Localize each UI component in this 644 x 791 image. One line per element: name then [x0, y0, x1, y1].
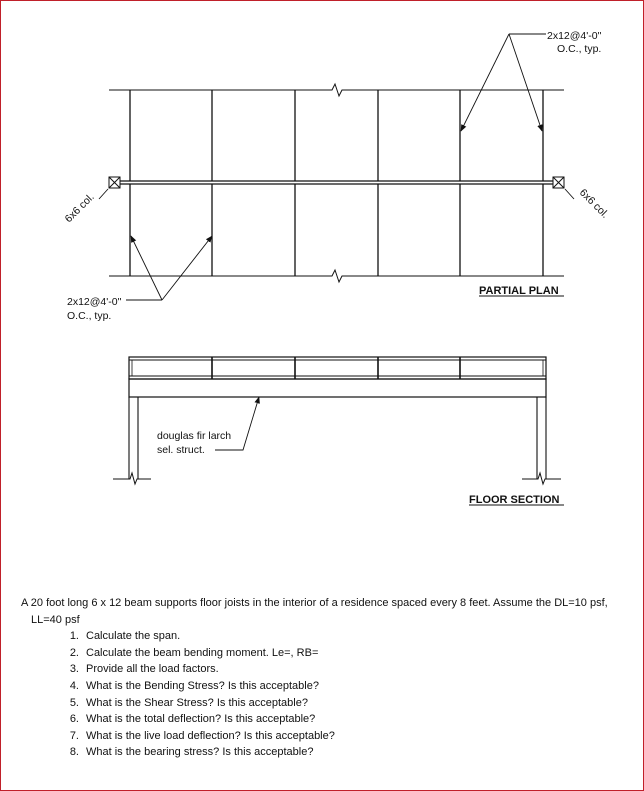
problem-intro: A 20 foot long 6 x 12 beam supports floor joists in the interior of a residence spaced every 8 feet. Assume the DL=10 psf, LL=40 psf — [21, 597, 608, 626]
beam-label-line1: douglas fir larch — [157, 430, 232, 442]
question-item — [21, 744, 626, 761]
joist-label-bottom-line2: O.C., typ. — [67, 310, 112, 322]
beam-label-line2: sel. struct. — [157, 444, 205, 456]
column-label-left: 6x6 col. — [62, 191, 97, 226]
joist-label-top-line1: 2x12@4'-0" — [547, 30, 602, 42]
column-right-break — [522, 473, 561, 484]
column-left-break — [113, 473, 151, 484]
problem-statement — [21, 595, 626, 761]
question-item — [21, 628, 626, 645]
question-text: What is the total deflection? Is this acceptable? — [86, 713, 316, 726]
structural-drawing — [1, 1, 643, 561]
column-right-leader — [565, 189, 574, 199]
beam-section — [129, 379, 546, 397]
question-item — [21, 728, 626, 745]
question-text: What is the bearing stress? Is this acceptable? — [86, 746, 314, 759]
question-number: 3. — [69, 663, 79, 676]
question-text: Provide all the load factors. — [86, 663, 219, 676]
plan-top-edge — [109, 84, 564, 96]
question-text: Calculate the span. — [86, 630, 181, 643]
joist-label-top-line2: O.C., typ. — [557, 43, 602, 55]
joist-top-arrow — [461, 34, 509, 131]
question-text: What is the live load deflection? Is this acceptable? — [86, 729, 335, 742]
beam-leader — [215, 397, 259, 450]
section-title: FLOOR SECTION — [469, 494, 560, 506]
column-right-icon — [553, 177, 564, 188]
question-number: 7. — [69, 729, 79, 742]
question-text: What is the Bending Stress? Is this acceptable? — [86, 679, 319, 692]
question-number: 4. — [69, 679, 79, 692]
question-item — [21, 678, 626, 695]
question-item — [21, 645, 626, 662]
question-list — [21, 628, 626, 761]
question-number: 8. — [69, 746, 79, 759]
question-item — [21, 695, 626, 712]
question-number: 1. — [69, 630, 79, 643]
joist-top-arrow — [509, 34, 542, 131]
question-text: What is the Shear Stress? Is this acceptable? — [86, 696, 308, 709]
joist-bottom-arrow — [162, 236, 212, 300]
joists-upper — [130, 90, 543, 181]
joist-label-bottom-line1: 2x12@4'-0" — [67, 296, 122, 308]
plan-title: PARTIAL PLAN — [479, 285, 559, 297]
joist-bottom-arrow — [131, 236, 162, 300]
question-text: Calculate the beam bending moment. Le=, RB= — [86, 646, 319, 659]
question-number: 5. — [69, 696, 79, 709]
question-number: 2. — [69, 646, 79, 659]
question-item — [21, 661, 626, 678]
partial-plan — [99, 34, 574, 300]
question-item — [21, 711, 626, 728]
column-left-icon — [109, 177, 120, 188]
column-left-leader — [99, 189, 108, 199]
question-number: 6. — [69, 713, 79, 726]
column-label-right: 6x6 col. — [576, 186, 611, 221]
